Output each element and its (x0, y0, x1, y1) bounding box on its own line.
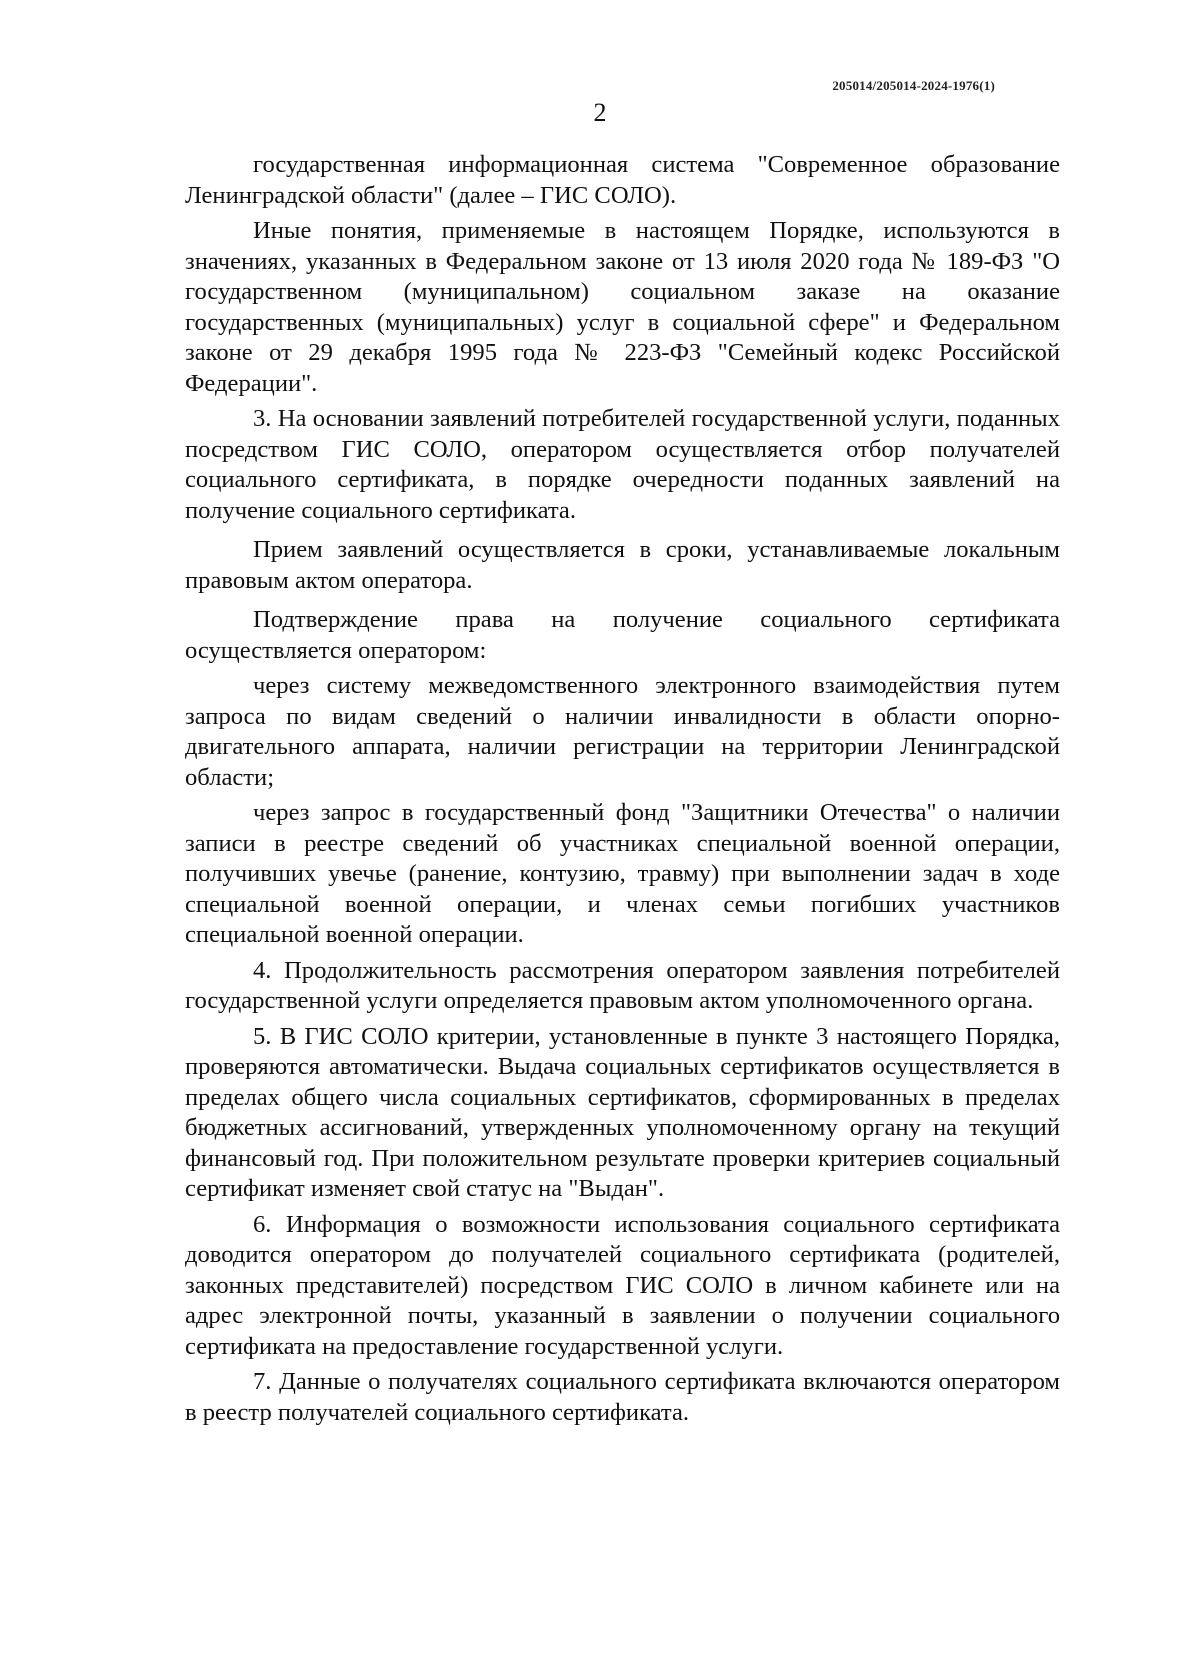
paragraph-section-4: 4. Продолжительность рассмотрения оператором заявления потребителей государственной услуги определяется правовым актом уполномоченного органа. (185, 956, 1060, 1014)
paragraph-fund-request: через запрос в государственный фонд "Защитники Отечества" о наличии записи в реестре сведений об участниках специальной военной операции, получивших увечье (ранение, контузию, травму) при выполнении задач в ходе специальной военной операции, и членах семьи погибших участников специальной военной операции. (185, 799, 1060, 948)
paragraph-section-5: 5. В ГИС СОЛО критерии, установленные в пункте 3 настоящего Порядка, проверяются автоматически. Выдача социальных сертификатов осуществляется в пределах общего числа социальных сертификатов, сформированных в пределах бюджетных ассигнований, утвержденных уполномоченному органу на текущий финансовый год. При положительном результате проверки критериев социальный сертификат изменяет свой статус на "Выдан". (185, 1022, 1060, 1202)
paragraph-section-6: 6. Информация о возможности использования социального сертификата доводится оператором до получателей социального сертификата (родителей, законных представителей) посредством ГИС СОЛО в личном кабинете или на адрес электронной почты, указанный в заявлении о получении социального сертификата на предоставление государственной услуги. (185, 1210, 1060, 1360)
paragraph-application-deadlines: Прием заявлений осуществляется в сроки, устанавливаемые локальным правовым актом оператора. (185, 536, 1060, 594)
document-id: 205014/205014-2024-1976(1) (832, 78, 995, 93)
paragraph-section-7: 7. Данные о получателях социального сертификата включаются оператором в реестр получателей социального сертификата. (185, 1368, 1060, 1426)
document-body (185, 150, 1060, 1428)
paragraph-gis-solo-definition: государственная информационная система "Современное образование Ленинградской области" (далее – ГИС СОЛО). (185, 151, 1060, 209)
paragraph-section-3: 3. На основании заявлений потребителей государственной услуги, поданных посредством ГИС СОЛО, оператором осуществляется отбор получателей социального сертификата, в порядке очередности поданных заявлений на получение социального сертификата. (185, 405, 1060, 524)
paragraph-other-terms: Иные понятия, применяемые в настоящем Порядке, используются в значениях, указанных в Федеральном законе от 13 июля 2020 года № 189-ФЗ "О государственном (муниципальном) социальном заказе на оказание государственных (муниципальных) услуг в социальной сфере" и Федеральном законе от 29 декабря 1995 года № 223-ФЗ "Семейный кодекс Российской Федерации". (185, 217, 1060, 397)
paragraph-interagency-request: через систему межведомственного электронного взаимодействия путем запроса по видам сведений о наличии инвалидности в области опорно-двигательного аппарата, наличии регистрации на территории Ленинградской области; (185, 672, 1060, 791)
paragraph-right-confirmation: Подтверждение права на получение социального сертификата осуществляется оператором: (185, 606, 1060, 664)
page-number: 2 (593, 98, 607, 127)
